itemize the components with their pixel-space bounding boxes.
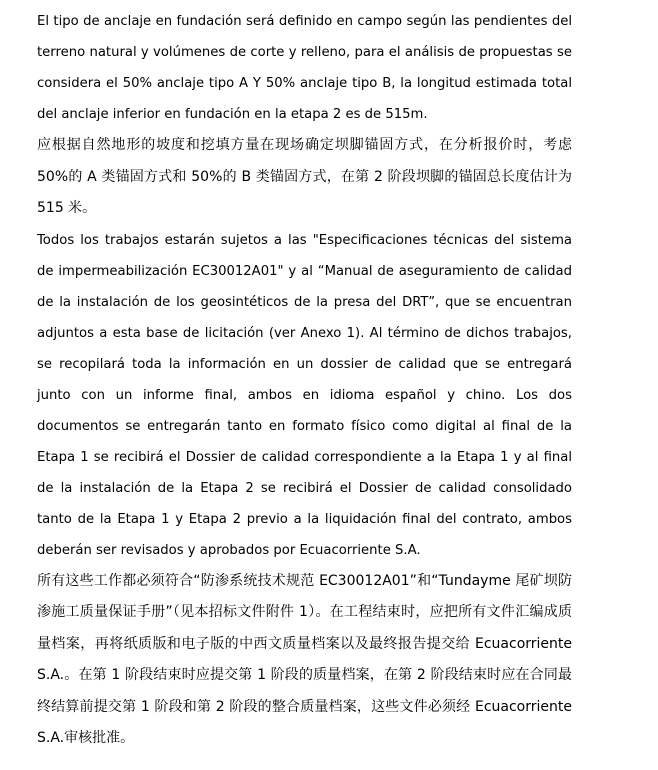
paragraph-chinese-quality-dossier: 所有这些工作都必须符合“防渗系统技术规范 EC30012A01”和“Tundayme 尾矿坝防渗施工质量保证手册”（见本招标文件附件 1）。在工程结束时，应把所有文件汇编成质量档案，再将纸质版和电子版的中西文质量档案以及最终报告提交给 Ecuacorriente S.A.。在第 1 阶段结束时应提交第 1 阶段的质量档案，在第 2 阶段结束时应在合同最终结算前提交第 1 阶段和第 2 阶段的整合质量档案，这些文件必须经 Ecuacorriente S.A.审核批准。 xyxy=(37,572,572,746)
paragraph-spanish-anchorage: El tipo de anclaje en fundación será definido en campo según las pendientes del terreno natural y volúmenes de corte y relleno, para el análisis de propuestas se considera el 50% anclaje tipo A Y 50% anclaje tipo B, la longitud estimada total del anclaje inferior en fundación en la etapa 2 es de 515m. xyxy=(37,14,572,122)
paragraph-chinese-anchorage: 应根据自然地形的坡度和挖填方量在现场确定坝脚锚固方式，在分析报价时，考虑 50%的 A 类锚固方式和 50%的 B 类锚固方式，在第 2 阶段坝脚的锚固总长度估计为 515 米。 xyxy=(37,137,572,216)
document-body xyxy=(37,6,572,755)
paragraph-spanish-quality-dossier: Todos los trabajos estarán sujetos a las "Especificaciones técnicas del sistema de impermeabilización EC30012A01" y al “Manual de aseguramiento de calidad de la instalación de los geosintéticos de la presa del DRT”, que se encuentran adjuntos a esta base de licitación (ver Anexo 1). Al término de dichos trabajos, se recopilará toda la información en un dossier de calidad que se entregará junto con un informe final, ambos en idioma español y chino. Los dos documentos se entregarán tanto en formato físico como digital al final de la Etapa 1 se recibirá el Dossier de calidad correspondiente a la Etapa 1 y al final de la instalación de la Etapa 2 se recibirá el Dossier de calidad consolidado tanto de la Etapa 1 y Etapa 2 previo a la liquidación final del contrato, ambos deberán ser revisados y aprobados por Ecuacorriente S.A. xyxy=(37,232,572,558)
